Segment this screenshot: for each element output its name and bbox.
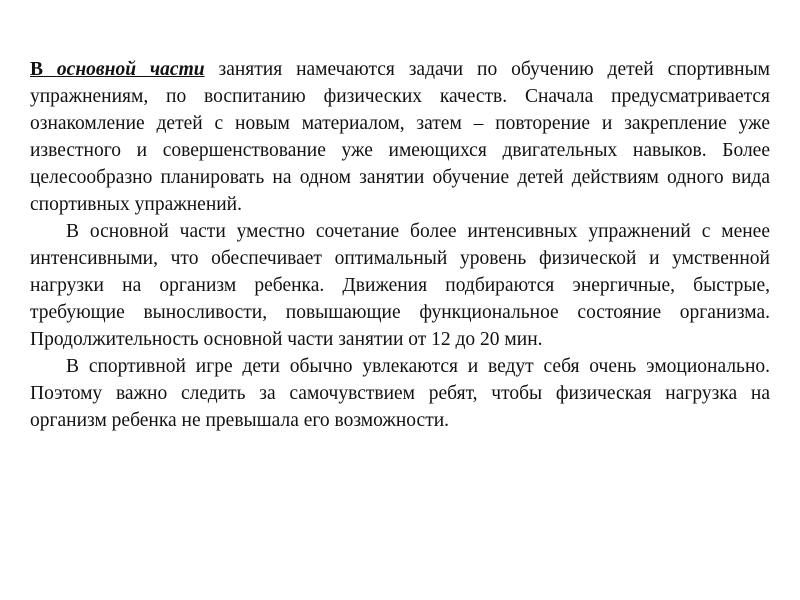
slide-text-body [30,56,770,434]
lead-plain-text: В [30,59,44,80]
paragraph-1 [30,56,770,218]
lead-italic-text: основной части [56,59,205,80]
paragraph-1-lead [30,59,205,80]
paragraph-3 [30,353,770,434]
paragraph-1-text: занятия намечаются задачи по обучению детей спортивным упражнениям, по воспитанию физических качеств. Сначала предусматривается ознакомление детей с новым материалом, затем – повторение и закрепление уже известного и совершенствование уже имеющихся двигательных навыков. Более целесообразно планировать на одном занятии обучение детей действиям одного вида спортивных упражнений. [30,59,771,215]
paragraph-2 [30,218,770,353]
paragraph-2-text: В основной части уместно сочетание более интенсивных упражнений с менее интенсивными, что обеспечивает оптимальный уровень физической и умственной нагрузки на организм ребенка. Движения подбираются энергичные, быстрые, требующие выносливости, повышающие функциональное состояние организма. Продолжительность основной части занятии от 12 до 20 мин. [30,221,770,350]
paragraph-3-text: В спортивной игре дети обычно увлекаются и ведут себя очень эмоционально. Поэтому важно следить за самочувствием ребят, чтобы физическая нагрузка на организм ребенка не превышала его возможности. [30,356,770,431]
